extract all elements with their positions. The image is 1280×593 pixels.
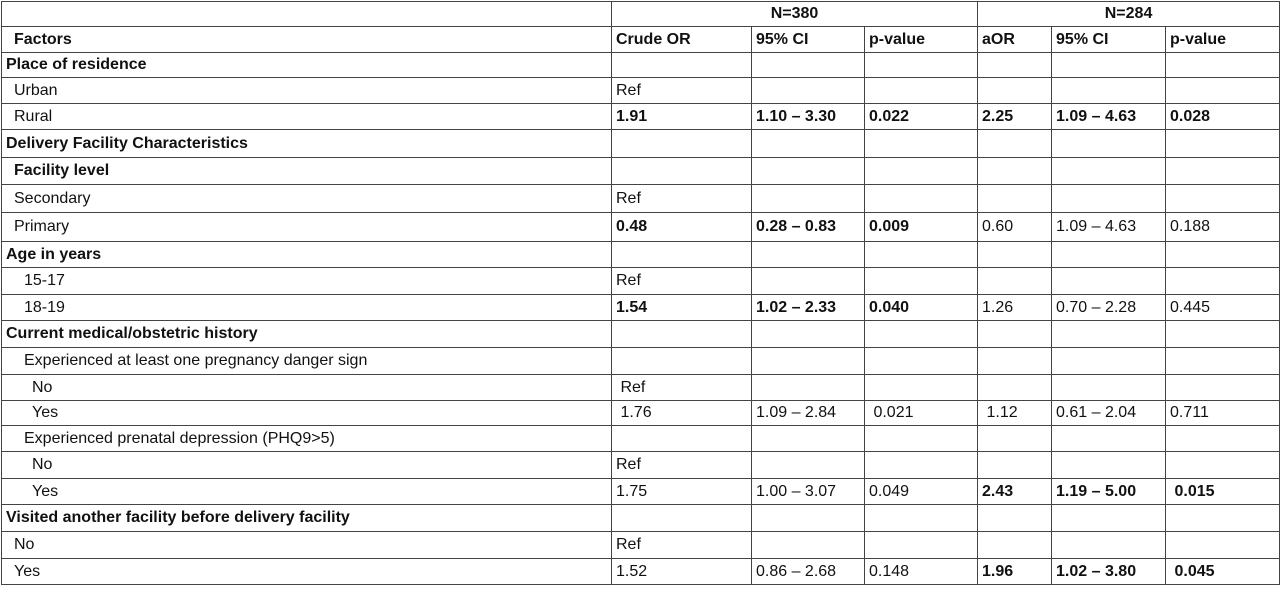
crude-or-cell xyxy=(612,130,752,158)
adjusted-ci-cell xyxy=(1052,348,1166,375)
factor-label: Experienced at least one pregnancy danger sign xyxy=(2,348,612,375)
crude-or-cell: Ref xyxy=(612,78,752,104)
section-label: Visited another facility before delivery facility xyxy=(2,505,612,532)
adjusted-p-cell xyxy=(1166,505,1280,532)
adjusted-p-cell xyxy=(1166,426,1280,452)
crude-or-cell: 1.52 xyxy=(612,559,752,585)
crude-p-cell: 0.009 xyxy=(865,213,978,242)
crude-p-cell: 0.049 xyxy=(865,479,978,505)
section-label: Current medical/obstetric history xyxy=(2,321,612,348)
crude-ci-cell xyxy=(752,158,865,185)
crude-or-cell xyxy=(612,321,752,348)
aor-cell: 2.25 xyxy=(978,104,1052,130)
table-row xyxy=(2,452,1280,479)
crude-or-cell: 1.76 xyxy=(612,401,752,426)
crude-or-cell: Ref xyxy=(612,452,752,479)
factor-label: 15-17 xyxy=(2,268,612,295)
adjusted-p-cell xyxy=(1166,185,1280,213)
aor-cell: 1.12 xyxy=(978,401,1052,426)
aor-cell xyxy=(978,426,1052,452)
group-header-blank xyxy=(2,2,612,27)
adjusted-p-cell xyxy=(1166,452,1280,479)
crude-or-cell xyxy=(612,426,752,452)
crude-p-cell: 0.148 xyxy=(865,559,978,585)
adjusted-p-cell: 0.711 xyxy=(1166,401,1280,426)
crude-ci-cell xyxy=(752,242,865,268)
factor-label: Yes xyxy=(2,401,612,426)
section-row xyxy=(2,242,1280,268)
aor-cell xyxy=(978,78,1052,104)
crude-ci-cell xyxy=(752,53,865,78)
crude-ci-cell xyxy=(752,532,865,559)
crude-ci-cell: 1.10 – 3.30 xyxy=(752,104,865,130)
table-row xyxy=(2,559,1280,585)
adjusted-ci-cell xyxy=(1052,53,1166,78)
aor-cell xyxy=(978,268,1052,295)
table-row xyxy=(2,104,1280,130)
adjusted-ci-cell xyxy=(1052,78,1166,104)
crude-or-cell: Ref xyxy=(612,375,752,401)
crude-ci-cell xyxy=(752,130,865,158)
section-label: Facility level xyxy=(2,158,612,185)
table-row xyxy=(2,213,1280,242)
crude-ci-cell xyxy=(752,78,865,104)
table-row xyxy=(2,185,1280,213)
aor-cell xyxy=(978,130,1052,158)
crude-p-cell: 0.021 xyxy=(865,401,978,426)
aor-cell xyxy=(978,375,1052,401)
crude-or-cell xyxy=(612,348,752,375)
adjusted-p-cell xyxy=(1166,268,1280,295)
crude-ci-cell xyxy=(752,505,865,532)
crude-or-cell xyxy=(612,505,752,532)
adjusted-p-cell xyxy=(1166,130,1280,158)
adjusted-ci-cell xyxy=(1052,321,1166,348)
section-label: Delivery Facility Characteristics xyxy=(2,130,612,158)
table-row xyxy=(2,268,1280,295)
factor-label: Experienced prenatal depression (PHQ9>5) xyxy=(2,426,612,452)
section-row xyxy=(2,130,1280,158)
table-row xyxy=(2,348,1280,375)
crude-p-cell xyxy=(865,53,978,78)
column-header-row xyxy=(2,27,1280,53)
crude-p-cell xyxy=(865,185,978,213)
factor-label: Yes xyxy=(2,479,612,505)
column-header-crude-or: Crude OR xyxy=(612,27,752,53)
crude-p-cell xyxy=(865,242,978,268)
crude-p-cell xyxy=(865,426,978,452)
adjusted-p-cell xyxy=(1166,53,1280,78)
crude-or-cell: 1.75 xyxy=(612,479,752,505)
table-row xyxy=(2,401,1280,426)
adjusted-ci-cell xyxy=(1052,242,1166,268)
crude-p-cell xyxy=(865,130,978,158)
column-header-aor: aOR xyxy=(978,27,1052,53)
crude-or-cell: 0.48 xyxy=(612,213,752,242)
adjusted-ci-cell: 1.09 – 4.63 xyxy=(1052,213,1166,242)
aor-cell xyxy=(978,185,1052,213)
crude-p-cell xyxy=(865,532,978,559)
factor-label: Yes xyxy=(2,559,612,585)
adjusted-ci-cell: 0.61 – 2.04 xyxy=(1052,401,1166,426)
table-row xyxy=(2,532,1280,559)
adjusted-p-cell xyxy=(1166,348,1280,375)
adjusted-ci-cell xyxy=(1052,426,1166,452)
adjusted-p-cell: 0.188 xyxy=(1166,213,1280,242)
aor-cell xyxy=(978,452,1052,479)
aor-cell xyxy=(978,53,1052,78)
adjusted-p-cell xyxy=(1166,158,1280,185)
adjusted-p-cell xyxy=(1166,78,1280,104)
factor-label: 18-19 xyxy=(2,295,612,321)
aor-cell xyxy=(978,505,1052,532)
factor-label: Primary xyxy=(2,213,612,242)
crude-p-cell xyxy=(865,321,978,348)
adjusted-ci-cell: 1.19 – 5.00 xyxy=(1052,479,1166,505)
crude-ci-cell: 1.00 – 3.07 xyxy=(752,479,865,505)
table-row xyxy=(2,295,1280,321)
adjusted-ci-cell: 0.70 – 2.28 xyxy=(1052,295,1166,321)
crude-or-cell: Ref xyxy=(612,185,752,213)
factor-label: Rural xyxy=(2,104,612,130)
aor-cell xyxy=(978,532,1052,559)
aor-cell: 1.26 xyxy=(978,295,1052,321)
adjusted-p-cell xyxy=(1166,321,1280,348)
factor-label: No xyxy=(2,532,612,559)
crude-or-cell xyxy=(612,242,752,268)
factor-label: Secondary xyxy=(2,185,612,213)
crude-or-cell: 1.91 xyxy=(612,104,752,130)
crude-or-cell: 1.54 xyxy=(612,295,752,321)
group-header-adjusted: N=284 xyxy=(978,2,1280,27)
table-row xyxy=(2,78,1280,104)
crude-p-cell xyxy=(865,505,978,532)
adjusted-ci-cell xyxy=(1052,505,1166,532)
crude-ci-cell xyxy=(752,348,865,375)
crude-ci-cell xyxy=(752,452,865,479)
crude-ci-cell xyxy=(752,268,865,295)
section-label: Age in years xyxy=(2,242,612,268)
section-row xyxy=(2,53,1280,78)
factor-label: Urban xyxy=(2,78,612,104)
crude-ci-cell: 0.28 – 0.83 xyxy=(752,213,865,242)
crude-p-cell xyxy=(865,452,978,479)
aor-cell: 1.96 xyxy=(978,559,1052,585)
adjusted-p-cell xyxy=(1166,242,1280,268)
section-row xyxy=(2,158,1280,185)
crude-p-cell xyxy=(865,268,978,295)
factor-label: No xyxy=(2,375,612,401)
adjusted-p-cell: 0.445 xyxy=(1166,295,1280,321)
crude-p-cell xyxy=(865,375,978,401)
column-header-factors: Factors xyxy=(2,27,612,53)
column-header-crude-p: p-value xyxy=(865,27,978,53)
crude-p-cell xyxy=(865,158,978,185)
crude-or-cell xyxy=(612,158,752,185)
crude-p-cell: 0.022 xyxy=(865,104,978,130)
factor-label: No xyxy=(2,452,612,479)
group-header-row xyxy=(2,2,1280,27)
crude-or-cell: Ref xyxy=(612,268,752,295)
aor-cell xyxy=(978,321,1052,348)
table-row xyxy=(2,479,1280,505)
section-row xyxy=(2,321,1280,348)
column-header-crude-ci: 95% CI xyxy=(752,27,865,53)
crude-or-cell: Ref xyxy=(612,532,752,559)
column-header-adjusted-ci: 95% CI xyxy=(1052,27,1166,53)
crude-p-cell xyxy=(865,348,978,375)
section-label: Place of residence xyxy=(2,53,612,78)
section-row xyxy=(2,505,1280,532)
adjusted-ci-cell xyxy=(1052,130,1166,158)
adjusted-ci-cell xyxy=(1052,452,1166,479)
aor-cell: 0.60 xyxy=(978,213,1052,242)
adjusted-p-cell xyxy=(1166,375,1280,401)
adjusted-p-cell: 0.028 xyxy=(1166,104,1280,130)
adjusted-p-cell: 0.015 xyxy=(1166,479,1280,505)
adjusted-ci-cell: 1.02 – 3.80 xyxy=(1052,559,1166,585)
table-row xyxy=(2,375,1280,401)
group-header-crude: N=380 xyxy=(612,2,978,27)
crude-ci-cell xyxy=(752,375,865,401)
crude-p-cell: 0.040 xyxy=(865,295,978,321)
table-row xyxy=(2,426,1280,452)
column-header-adjusted-p: p-value xyxy=(1166,27,1280,53)
adjusted-ci-cell xyxy=(1052,375,1166,401)
crude-ci-cell xyxy=(752,426,865,452)
adjusted-p-cell: 0.045 xyxy=(1166,559,1280,585)
crude-ci-cell: 0.86 – 2.68 xyxy=(752,559,865,585)
crude-ci-cell: 1.02 – 2.33 xyxy=(752,295,865,321)
adjusted-ci-cell: 1.09 – 4.63 xyxy=(1052,104,1166,130)
adjusted-ci-cell xyxy=(1052,268,1166,295)
adjusted-ci-cell xyxy=(1052,158,1166,185)
crude-ci-cell: 1.09 – 2.84 xyxy=(752,401,865,426)
crude-ci-cell xyxy=(752,321,865,348)
crude-or-cell xyxy=(612,53,752,78)
crude-p-cell xyxy=(865,78,978,104)
aor-cell xyxy=(978,348,1052,375)
aor-cell xyxy=(978,158,1052,185)
odds-ratio-table xyxy=(1,1,1280,585)
aor-cell xyxy=(978,242,1052,268)
adjusted-p-cell xyxy=(1166,532,1280,559)
adjusted-ci-cell xyxy=(1052,532,1166,559)
crude-ci-cell xyxy=(752,185,865,213)
adjusted-ci-cell xyxy=(1052,185,1166,213)
aor-cell: 2.43 xyxy=(978,479,1052,505)
